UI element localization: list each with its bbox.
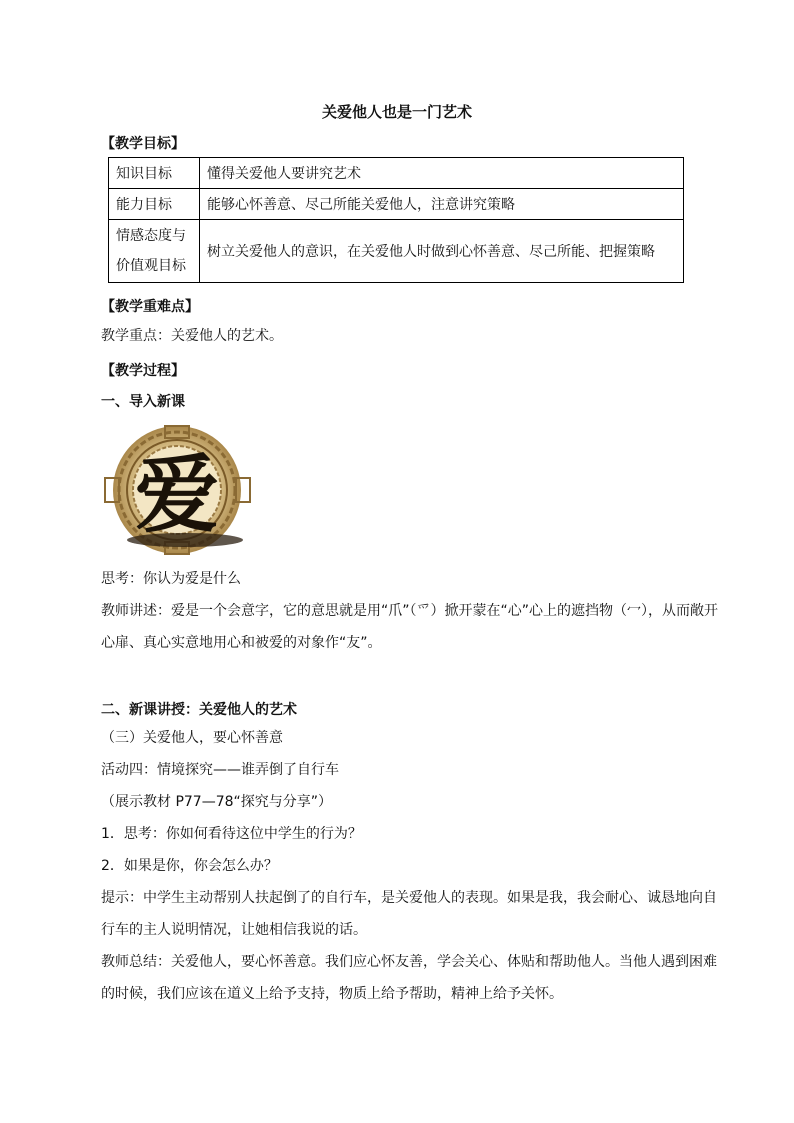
teacher-summary: 教师总结：关爱他人，要心怀善意。我们应心怀友善，学会关心、体贴和帮助他人。当他人遇到困难的时候，我们应该在道义上给予支持，物质上给予帮助，精神上给予关怀。 <box>101 954 717 1002</box>
part2-heading: 二、新课讲授：关爱他人的艺术 <box>101 702 297 718</box>
show-textbook-text: （展示教材 P77—78“探究与分享”） <box>101 794 333 810</box>
activity-text: 活动四：情境探究——谁弄倒了自行车 <box>101 762 339 778</box>
section-process-heading: 【教学过程】 <box>101 363 185 379</box>
table-cell-content: 树立关爱他人的意识，在关爱他人时做到心怀善意、尽己所能、把握策略 <box>200 220 684 283</box>
table-row <box>109 220 684 283</box>
table-cell-label: 能力目标 <box>109 189 200 220</box>
teacher-explanation: 教师讲述：爱是一个会意字，它的意思就是用“爪”（爫）掀开蒙在“心”心上的遮挡物（冖），从而敞开心扉、真心实意地用心和被爱的对象作“友”。 <box>101 603 719 651</box>
subsection-heading: （三）关爱他人，要心怀善意 <box>101 730 283 746</box>
section-key-points-heading: 【教学重难点】 <box>101 299 199 315</box>
love-character: 爱 <box>134 445 220 544</box>
table-cell-label <box>109 220 200 283</box>
table-row <box>109 189 684 220</box>
section-goals-heading: 【教学目标】 <box>101 136 185 152</box>
key-point-text: 教学重点：关爱他人的艺术。 <box>101 328 283 344</box>
love-character-image <box>101 424 254 556</box>
goals-table <box>108 157 684 283</box>
love-emblem-icon <box>101 424 254 556</box>
table-cell-content: 懂得关爱他人要讲究艺术 <box>200 158 684 189</box>
question-1: 1．思考：你如何看待这位中学生的行为？ <box>101 826 362 842</box>
hint-text: 提示：中学生主动帮别人扶起倒了的自行车，是关爱他人的表现。如果是我，我会耐心、诚恳地向自行车的主人说明情况，让她相信我说的话。 <box>101 890 717 938</box>
table-cell-label: 知识目标 <box>109 158 200 189</box>
document-title: 关爱他人也是一门艺术 <box>321 103 472 121</box>
label-line: 价值观目标 <box>116 258 186 274</box>
question-2: 2．如果是你，你会怎么办？ <box>101 858 278 874</box>
table-row <box>109 158 684 189</box>
think-question: 思考：你认为爱是什么 <box>101 571 241 587</box>
table-cell-content: 能够心怀善意、尽己所能关爱他人，注意讲究策略 <box>200 189 684 220</box>
part1-heading: 一、导入新课 <box>101 394 185 410</box>
label-line: 情感态度与 <box>116 228 186 244</box>
